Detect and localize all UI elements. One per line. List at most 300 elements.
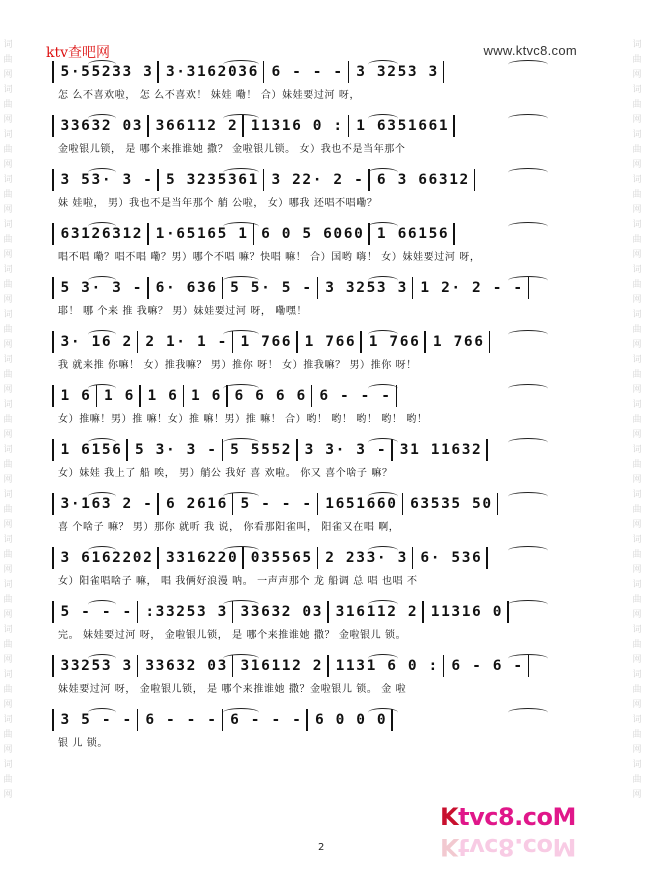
barline	[183, 385, 185, 407]
measure: 1 766	[368, 334, 421, 350]
measure: 33632 03	[145, 658, 228, 674]
watermark-char: 网	[632, 700, 642, 710]
watermark-char: 曲	[632, 685, 642, 695]
watermark-char: 曲	[3, 685, 13, 695]
measure: 33632 03	[60, 118, 144, 134]
barline	[52, 547, 54, 569]
measure: 316112 2	[335, 604, 419, 620]
barline	[497, 493, 499, 515]
measure: 6 - 6 -	[451, 658, 524, 674]
measure: 1 766	[432, 334, 485, 350]
lyrics-line: 妹娃要过河 呀， 金啦银儿锁， 是 哪个来推谁她 撒？金啦银儿 锁。 金 啦	[58, 684, 407, 695]
score-system	[48, 490, 596, 544]
barline	[147, 115, 149, 137]
score-system	[48, 382, 596, 436]
slur-mark	[88, 492, 116, 501]
slur-mark	[223, 600, 259, 609]
measure: 1 6	[104, 388, 135, 404]
barline	[126, 439, 128, 461]
barline	[52, 493, 54, 515]
watermark-char: 网	[632, 790, 642, 800]
measure: 1 6351661	[356, 118, 450, 134]
score-system	[48, 274, 596, 328]
slur-mark	[88, 600, 116, 609]
measure: 6 6 6 6	[234, 388, 307, 404]
barline	[157, 547, 159, 569]
watermark-char: 曲	[3, 550, 13, 560]
watermark-char: 词	[3, 625, 13, 635]
watermark-char: 网	[3, 160, 13, 170]
score-system	[48, 652, 596, 706]
watermark-char: 曲	[632, 280, 642, 290]
watermark-char: 网	[3, 70, 13, 80]
slur-mark	[88, 60, 116, 69]
barline	[137, 709, 139, 731]
barline	[443, 655, 445, 677]
watermark-char: 网	[3, 565, 13, 575]
barline	[52, 439, 54, 461]
measure: 6 - - -	[271, 64, 344, 80]
measure: 3316220	[165, 550, 239, 566]
site-logo	[440, 803, 590, 863]
watermark-char: 曲	[3, 235, 13, 245]
watermark-char: 词	[632, 355, 642, 365]
watermark-char: 网	[3, 610, 13, 620]
barline	[52, 709, 54, 731]
watermark-char: 网	[3, 205, 13, 215]
score-system	[48, 544, 596, 598]
watermark-char: 网	[632, 655, 642, 665]
watermark-char: 网	[632, 70, 642, 80]
watermark-char: 词	[632, 175, 642, 185]
lyrics-line: 唱不唱 嘞？唱不唱 嘞？男）哪个不唱 嘛？快唱 嘛！ 合）国哟 嗨！ 女）妹娃要过河 呀，	[58, 252, 481, 263]
watermark-char: 词	[632, 580, 642, 590]
measure: 2 1· 1 -	[145, 334, 228, 350]
measure: 3 3253 3	[356, 64, 439, 80]
slur-mark	[368, 600, 398, 609]
slur-mark	[88, 222, 116, 231]
slur-mark	[508, 168, 548, 177]
watermark-char: 网	[3, 475, 13, 485]
barline	[348, 115, 350, 137]
slur-mark	[223, 438, 259, 447]
watermark-char: 词	[3, 40, 13, 50]
measure: 1651660	[325, 496, 398, 512]
score-system	[48, 58, 596, 112]
slur-mark	[88, 438, 116, 447]
score-system	[48, 220, 596, 274]
barline	[360, 331, 362, 353]
measure: 11316 0 :	[250, 118, 344, 134]
logo-reflection: Ktvc8.coM	[440, 833, 576, 861]
slur-mark	[223, 276, 259, 285]
measure: 6· 636	[155, 280, 218, 296]
side-watermark-left	[1, 40, 15, 805]
watermark-char: 词	[632, 220, 642, 230]
watermark-char: 曲	[632, 325, 642, 335]
slur-mark	[508, 438, 548, 447]
barline	[139, 385, 141, 407]
watermark-char: 曲	[632, 595, 642, 605]
watermark-char: 曲	[632, 370, 642, 380]
barline	[489, 331, 491, 353]
measure: 63126312	[60, 226, 144, 242]
watermark-char: 曲	[3, 730, 13, 740]
watermark-char: 曲	[632, 775, 642, 785]
score-system	[48, 166, 596, 220]
watermark-char: 曲	[3, 190, 13, 200]
watermark-char: 曲	[632, 505, 642, 515]
watermark-char: 曲	[632, 460, 642, 470]
watermark-char: 网	[632, 430, 642, 440]
slur-mark	[223, 168, 259, 177]
slur-mark	[223, 654, 259, 663]
watermark-char: 词	[632, 625, 642, 635]
slur-mark	[223, 60, 259, 69]
barline	[147, 223, 149, 245]
slur-mark	[368, 222, 398, 231]
lyrics-line: 银 儿 锁。	[58, 738, 108, 749]
watermark-char: 词	[3, 130, 13, 140]
barline	[402, 493, 404, 515]
watermark-char: 曲	[632, 145, 642, 155]
watermark-char: 词	[632, 265, 642, 275]
watermark-char: 词	[3, 760, 13, 770]
watermark-char: 网	[632, 115, 642, 125]
measure: 316112 2	[240, 658, 324, 674]
watermark-char: 网	[3, 745, 13, 755]
watermark-char: 曲	[632, 100, 642, 110]
site-name-left: ktv查吧网	[46, 45, 111, 61]
watermark-char: 曲	[3, 55, 13, 65]
watermark-char: 词	[632, 760, 642, 770]
slur-mark	[368, 708, 398, 717]
watermark-char: 网	[632, 205, 642, 215]
slur-mark	[368, 330, 398, 339]
measure: 1 6156	[60, 442, 123, 458]
watermark-char: 曲	[632, 235, 642, 245]
measure: 6 2616	[165, 496, 228, 512]
watermark-char: 词	[3, 175, 13, 185]
measure: 1 6	[191, 388, 222, 404]
lyrics-line: 怎 么不喜欢啦， 怎 么不喜欢！ 妹娃 嘞！ 合）妹娃要过河 呀，	[58, 90, 361, 101]
watermark-char: 词	[3, 715, 13, 725]
watermark-char: 网	[632, 250, 642, 260]
slur-mark	[508, 60, 548, 69]
barline	[52, 223, 54, 245]
slur-mark	[368, 168, 398, 177]
watermark-char: 曲	[632, 550, 642, 560]
barline	[311, 385, 313, 407]
measure: 5 5· 5 -	[230, 280, 313, 296]
logo-letter-k: K	[440, 803, 459, 831]
watermark-char: 网	[632, 610, 642, 620]
slur-mark	[508, 330, 548, 339]
barline	[306, 709, 308, 731]
measure: 31 11632	[399, 442, 483, 458]
slur-mark	[88, 384, 116, 393]
slur-mark	[368, 276, 398, 285]
measure: 1 6	[147, 388, 179, 404]
measure: 5·55233 3	[60, 64, 154, 80]
watermark-char: 网	[3, 385, 13, 395]
measure: 33632 03	[240, 604, 324, 620]
barline	[296, 439, 298, 461]
watermark-char: 网	[632, 745, 642, 755]
watermark-char: 网	[632, 295, 642, 305]
slur-mark	[223, 492, 259, 501]
slur-mark	[88, 114, 116, 123]
slur-mark	[368, 546, 398, 555]
measure: 11316 0	[430, 604, 504, 620]
watermark-char: 词	[632, 535, 642, 545]
slur-mark	[223, 708, 259, 717]
barline	[453, 223, 455, 245]
barline	[52, 601, 54, 623]
measure: 5 3· 3 -	[60, 280, 144, 296]
slur-mark	[88, 546, 116, 555]
watermark-char: 网	[632, 565, 642, 575]
watermark-char: 词	[632, 715, 642, 725]
watermark-char: 曲	[3, 640, 13, 650]
measure: 1 6	[60, 388, 92, 404]
lyrics-line: 喜 个啥子 嘛？ 男）那你 就听 我 说， 你看那阳雀叫， 阳雀又在唱 啊，	[58, 522, 400, 533]
watermark-char: 网	[632, 385, 642, 395]
score-system	[48, 112, 596, 166]
measure: 1·65165 1	[155, 226, 249, 242]
slur-mark	[88, 276, 116, 285]
watermark-char: 网	[3, 700, 13, 710]
measure: 5 3· 3 -	[134, 442, 218, 458]
measure: 6 0 5 6060	[261, 226, 365, 242]
measure: 33253 3	[60, 658, 133, 674]
barline	[453, 115, 455, 137]
barline	[317, 547, 319, 569]
measure: 3·163 2 -	[60, 496, 154, 512]
measure: 1 766	[240, 334, 293, 350]
watermark-char: 词	[3, 310, 13, 320]
page-number: 2	[318, 842, 325, 853]
slur-mark	[223, 330, 259, 339]
watermark-char: 曲	[3, 280, 13, 290]
watermark-char: 词	[3, 400, 13, 410]
lyrics-line: 耶！ 哪 个来 推 我嘛？ 男）妹娃要过河 呀， 嘞嘿！	[58, 306, 308, 317]
barline	[147, 277, 149, 299]
measure: 1 66156	[376, 226, 450, 242]
barline	[348, 61, 350, 83]
watermark-char: 曲	[3, 595, 13, 605]
slur-mark	[368, 438, 398, 447]
watermark-char: 词	[632, 670, 642, 680]
barline	[327, 655, 329, 677]
barline	[412, 277, 414, 299]
lyrics-line: 我 就来推 你嘛！ 女）推我嘛？ 男）推你 呀！ 女）推我嘛？ 男）推你 呀！	[58, 360, 417, 371]
watermark-char: 词	[632, 40, 642, 50]
measure: 3 6162202	[60, 550, 154, 566]
watermark-char: 词	[3, 220, 13, 230]
measure: 6 - - -	[319, 388, 392, 404]
measure: 3 53· 3 -	[60, 172, 154, 188]
slur-mark	[508, 492, 548, 501]
slur-mark	[223, 222, 259, 231]
measure: 6· 536	[420, 550, 483, 566]
barline	[474, 169, 476, 191]
slur-mark	[88, 708, 116, 717]
score-system	[48, 706, 596, 760]
site-url-right: www.ktvc8.com	[483, 43, 577, 58]
watermark-char: 曲	[3, 460, 13, 470]
measure: 035565	[250, 550, 313, 566]
slur-mark	[508, 546, 548, 555]
measure: 5 5552	[230, 442, 293, 458]
score-system	[48, 436, 596, 490]
watermark-char: 网	[3, 430, 13, 440]
watermark-char: 网	[3, 790, 13, 800]
measure: 5 - - -	[240, 496, 313, 512]
watermark-char: 曲	[3, 775, 13, 785]
lyrics-line: 女）推嘛！男）推 嘛！女）推 嘛！男）推 嘛！ 合）哟！ 哟！ 哟！ 哟！ 哟！	[58, 414, 428, 425]
slur-mark	[508, 600, 548, 609]
barline	[52, 331, 54, 353]
measure: 1131 6 0 :	[335, 658, 439, 674]
logo-text: tvc8.coM	[458, 803, 576, 831]
barline	[137, 601, 139, 623]
watermark-char: 网	[632, 475, 642, 485]
measure: 5 - - -	[60, 604, 133, 620]
watermark-char: 曲	[3, 325, 13, 335]
slur-mark	[88, 330, 116, 339]
watermark-char: 词	[3, 265, 13, 275]
measure: 6 - - -	[230, 712, 303, 728]
measure: 6 - - -	[145, 712, 218, 728]
barline	[52, 169, 54, 191]
watermark-char: 曲	[632, 640, 642, 650]
measure: 3· 16 2	[60, 334, 133, 350]
slur-mark	[508, 384, 548, 393]
barline	[157, 169, 159, 191]
watermark-char: 词	[632, 490, 642, 500]
measure: 2 233· 3	[325, 550, 408, 566]
measure: 5 3235361	[165, 172, 259, 188]
slur-mark	[223, 384, 259, 393]
barline	[424, 331, 426, 353]
barline	[52, 115, 54, 137]
watermark-char: 网	[632, 160, 642, 170]
barline	[52, 655, 54, 677]
barline	[443, 61, 445, 83]
barline	[486, 439, 488, 461]
measure: :33253 3	[145, 604, 228, 620]
barline	[52, 385, 54, 407]
watermark-char: 曲	[632, 190, 642, 200]
barline	[263, 61, 265, 83]
lyrics-line: 完。 妹娃要过河 呀， 金啦银儿锁， 是 哪个来推谁她 撒？ 金啦银儿 锁。	[58, 630, 407, 641]
watermark-char: 网	[632, 520, 642, 530]
watermark-char: 词	[3, 670, 13, 680]
watermark-char: 词	[3, 535, 13, 545]
measure: 63535 50	[410, 496, 493, 512]
watermark-char: 曲	[3, 505, 13, 515]
measure: 3·3162036	[165, 64, 259, 80]
barline	[157, 61, 159, 83]
side-watermark-right	[630, 40, 644, 805]
slur-mark	[508, 222, 548, 231]
watermark-char: 曲	[3, 145, 13, 155]
measure: 6 3 66312	[376, 172, 470, 188]
watermark-char: 网	[632, 340, 642, 350]
watermark-char: 曲	[632, 415, 642, 425]
watermark-char: 词	[632, 400, 642, 410]
barline	[52, 277, 54, 299]
slur-mark	[508, 114, 548, 123]
watermark-char: 曲	[3, 415, 13, 425]
lyrics-line: 女）阳雀唱啥子 嘛， 唱 我俩好浪漫 呐。 一声声那个 龙 船调 总 唱 也唱 不	[58, 576, 418, 587]
measure: 3 22· 2 -	[271, 172, 365, 188]
watermark-char: 网	[3, 340, 13, 350]
watermark-char: 网	[3, 655, 13, 665]
lyrics-line: 女）妹娃 我上了 船 唉， 男）艄公 我好 喜 欢啦。 你又 喜个啥子 嘛？	[58, 468, 393, 479]
slur-mark	[88, 168, 116, 177]
watermark-char: 词	[3, 580, 13, 590]
measure: 6 0 0 0	[314, 712, 388, 728]
measure: 3 5 - -	[60, 712, 133, 728]
slur-mark	[508, 276, 548, 285]
slur-mark	[508, 708, 548, 717]
barline	[263, 169, 265, 191]
barline	[137, 331, 139, 353]
barline	[137, 655, 139, 677]
watermark-char: 词	[632, 445, 642, 455]
score-system	[48, 328, 596, 382]
barline	[296, 331, 298, 353]
barline	[327, 601, 329, 623]
watermark-char: 网	[3, 115, 13, 125]
measure: 366112 2	[155, 118, 239, 134]
watermark-char: 网	[3, 250, 13, 260]
slur-mark	[223, 114, 259, 123]
slur-mark	[368, 60, 398, 69]
barline	[317, 493, 319, 515]
barline	[486, 547, 488, 569]
barline	[412, 547, 414, 569]
slur-mark	[508, 654, 548, 663]
slur-mark	[223, 546, 259, 555]
measure: 1 766	[304, 334, 357, 350]
measure: 1 2· 2 - -	[420, 280, 524, 296]
watermark-char: 网	[3, 520, 13, 530]
watermark-char: 曲	[632, 730, 642, 740]
watermark-char: 词	[3, 490, 13, 500]
watermark-char: 曲	[3, 370, 13, 380]
slur-mark	[368, 114, 398, 123]
watermark-char: 词	[3, 85, 13, 95]
barline	[157, 493, 159, 515]
slur-mark	[368, 492, 398, 501]
watermark-char: 词	[3, 445, 13, 455]
lyrics-line: 妹 娃啦， 男）我也不是当年那个 艄 公啦， 女）哪我 还唱不唱嘞？	[58, 198, 378, 209]
measure: 3 3253 3	[325, 280, 408, 296]
watermark-char: 词	[632, 310, 642, 320]
lyrics-line: 金啦银儿锁， 是 哪个来推谁她 撒？ 金啦银儿锁。 女）我也不是当年那个	[58, 144, 406, 155]
numbered-musical-score	[48, 58, 596, 760]
score-system	[48, 598, 596, 652]
barline	[52, 61, 54, 83]
watermark-char: 词	[632, 85, 642, 95]
watermark-char: 网	[3, 295, 13, 305]
watermark-char: 词	[3, 355, 13, 365]
slur-mark	[368, 384, 398, 393]
watermark-char: 曲	[632, 55, 642, 65]
